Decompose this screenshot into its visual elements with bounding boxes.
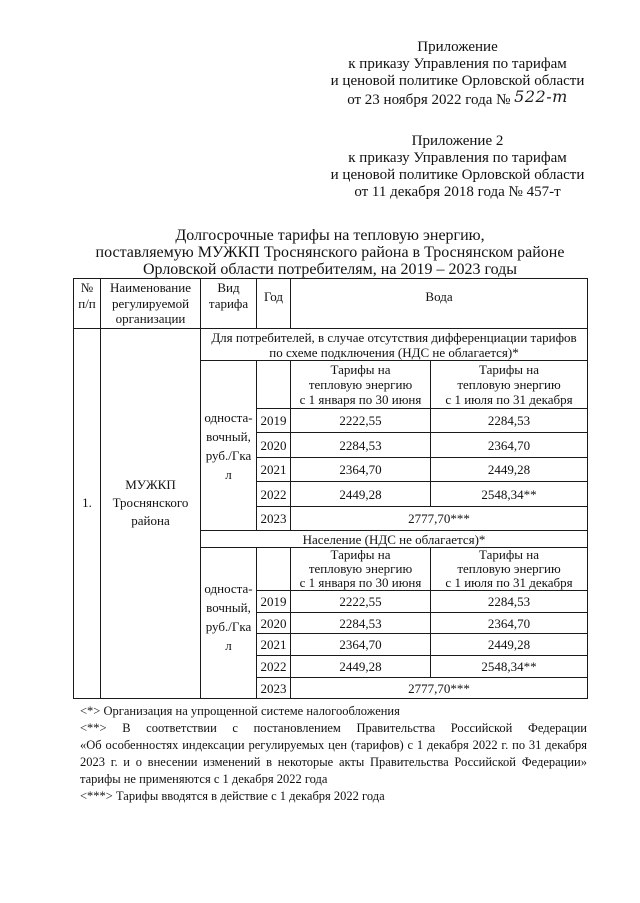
header-number: № п/п [74,279,101,329]
tariff-full-year: 2777,70*** [291,507,588,531]
period-second-half-header: Тарифы на тепловую энергию с 1 июля по 31 декабря [431,361,588,409]
year-cell: 2023 [257,507,291,531]
year-cell: 2022 [257,656,291,678]
tariff-table [73,278,588,699]
period-first-half-header: Тарифы на тепловую энергию с 1 января по 30 июня [291,361,431,409]
year-cell: 2022 [257,482,291,507]
header-tariff-type: Вид тарифа [201,279,257,329]
order-authority-line: и ценовой политике Орловской области [330,167,585,183]
table-header-row [74,279,588,329]
tariff-second-half: 2364,70 [431,433,588,458]
period-second-half-header: Тарифы на тепловую энергию с 1 июля по 31 декабря [431,548,588,591]
year-cell: 2020 [257,613,291,634]
footnote-simplified-tax: <*> Организация на упрощенной системе налогообложения [80,704,400,718]
footnotes [80,703,587,805]
row-number-cell: 1. [74,329,101,699]
year-cell: 2023 [257,678,291,699]
year-cell: 2021 [257,634,291,656]
tariff-second-half: 2449,28 [431,458,588,482]
tariff-first-half: 2449,28 [291,482,431,507]
appendix-header-current [325,39,590,109]
tariff-second-half: 2449,28 [431,634,588,656]
tariff-first-half: 2364,70 [291,634,431,656]
year-cell: 2019 [257,409,291,433]
appendix-label: Приложение 2 [411,133,504,149]
year-cell: 2019 [257,591,291,613]
year-cell: 2021 [257,458,291,482]
section-title-row [74,329,588,361]
appendix-header-original [325,133,590,201]
document-title-line: поставляемую МУЖКП Троснянского района в Троснянском районе [95,244,565,261]
document-title-line: Долгосрочные тарифы на тепловую энергию, [175,227,485,244]
order-date-text: от 23 ноября 2022 года № [347,92,511,108]
footnote-government-decree-line: «Об особенностях индексации регулируемых цен (тарифов) с 1 декабря 2022 г. по 31 декабря [80,738,587,752]
document-title [73,227,587,278]
tariff-second-half: 2364,70 [431,613,588,634]
order-date-line: от 11 декабря 2018 года № 457-т [354,184,561,200]
tariff-first-half: 2284,53 [291,613,431,634]
section-title: Население (НДС не облагается)* [201,531,588,548]
header-year: Год [257,279,291,329]
footnote-government-decree-line: 2023 г. и о внесении изменений в некоторые акты Правительства Российской Федерации» [80,755,587,769]
order-reference-line: к приказу Управления по тарифам [348,56,567,72]
footnote-effective-date: <***> Тарифы вводятся в действие с 1 декабря 2022 года [80,789,385,803]
year-cell: 2020 [257,433,291,458]
tariff-type-cell: односта- вочный, руб./Гка л [201,548,257,699]
header-organization: Наименование регулируемой организации [101,279,201,329]
appendix-label: Приложение [417,39,498,55]
tariff-first-half: 2449,28 [291,656,431,678]
organization-cell: МУЖКП Троснянского района [101,329,201,699]
handwritten-order-number: 522-т [514,87,568,106]
tariff-first-half: 2364,70 [291,458,431,482]
tariff-first-half: 2284,53 [291,433,431,458]
header-water: Вода [291,279,588,329]
tariff-second-half: 2548,34** [431,656,588,678]
empty-year-cell [257,548,291,591]
tariff-full-year: 2777,70*** [291,678,588,699]
tariff-second-half: 2548,34** [431,482,588,507]
order-reference-line: к приказу Управления по тарифам [348,150,567,166]
tariff-first-half: 2222,55 [291,591,431,613]
tariff-second-half: 2284,53 [431,409,588,433]
tariff-first-half: 2222,55 [291,409,431,433]
section-title: Для потребителей, в случае отсутствия дифференциации тарифов по схеме подключения (НДС не облагается)* [201,329,588,361]
tariff-second-half: 2284,53 [431,591,588,613]
footnote-government-decree-line: тарифы не применяются с 1 декабря 2022 года [80,772,328,786]
tariff-type-cell: односта- вочный, руб./Гка л [201,361,257,531]
document-title-line: Орловской области потребителям, на 2019 – 2023 годы [142,261,518,278]
period-first-half-header: Тарифы на тепловую энергию с 1 января по 30 июня [291,548,431,591]
footnote-government-decree-line: <**> В соответствии с постановлением Правительства Российской Федерации [80,721,587,735]
empty-year-cell [257,361,291,409]
order-authority-line: и ценовой политике Орловской области [330,73,585,89]
order-date-line [325,87,590,109]
